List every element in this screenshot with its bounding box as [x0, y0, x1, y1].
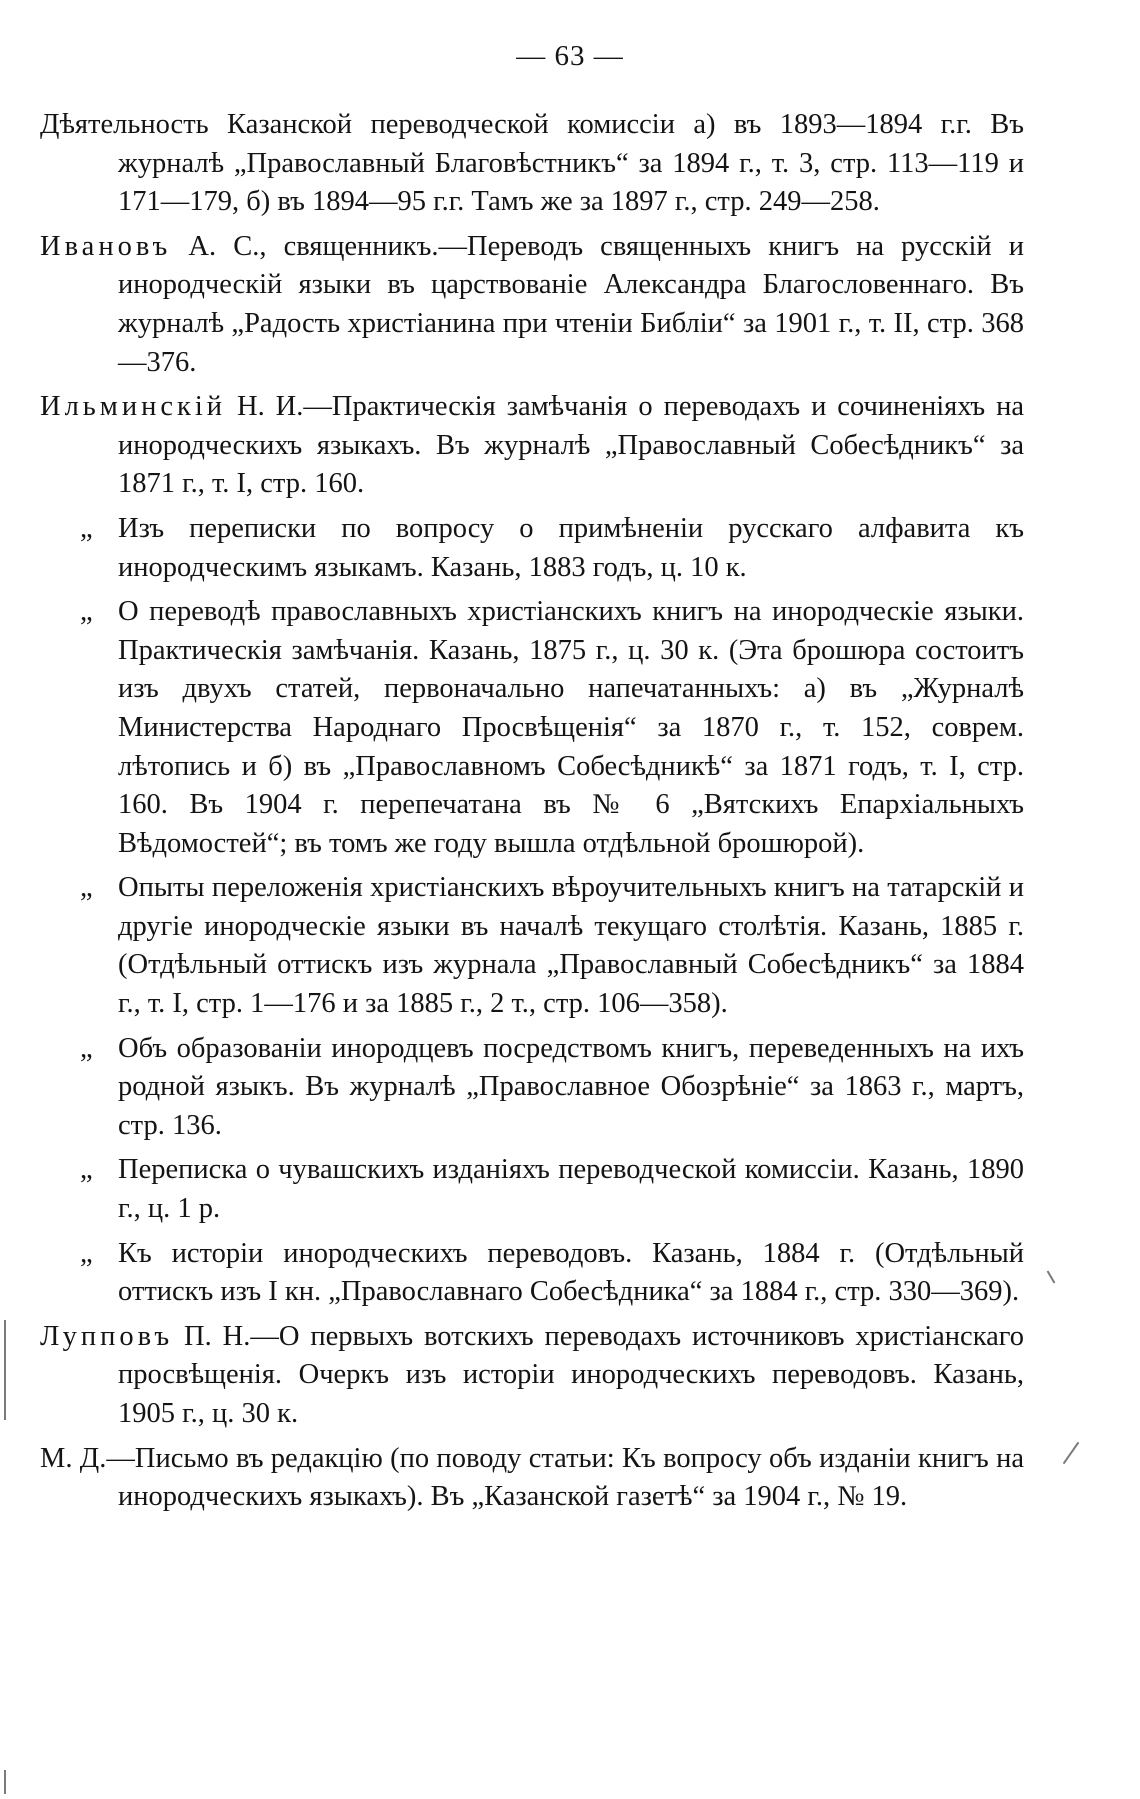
scan-margin-line [4, 1320, 6, 1420]
ditto-mark: „ [80, 512, 93, 544]
bibliography-subentry [40, 1235, 1024, 1312]
scan-margin-line [4, 1770, 6, 1794]
entry-text: О переводѣ православныхъ христіанскихъ книгъ на инородческіе языки. Практическія замѣчанія. Казань, 1875 г., ц. 30 к. (Эта брошюра состоитъ изъ двухъ статей, первоначально напечатанныхъ: а) въ „Журналѣ Министерства Народнаго Просвѣщенія“ за 1870 г., т. 152, соврем. лѣтопись и б) въ „Православномъ Собесѣдникѣ“ за 1871 годъ, т. I, стр. 160. Въ 1904 г. перепечатана въ № 6 „Вятскихъ Епархіальныхъ Вѣдомостей“; въ томъ же году вышла отдѣльной брошюрой). [118, 596, 1024, 859]
bibliography-subentry [40, 1151, 1024, 1228]
entry-text: Изъ переписки по вопросу о примѣненіи русскаго алфавита къ инородческимъ языкамъ. Казань, 1883 годъ, ц. 10 к. [118, 512, 1024, 583]
ditto-mark: „ [80, 1154, 93, 1186]
bibliography-entry [40, 1440, 1024, 1517]
scan-speck [1063, 1442, 1080, 1464]
bibliography-entry [40, 388, 1024, 504]
bibliography-entry [40, 228, 1024, 382]
scan-speck [1047, 1270, 1056, 1283]
bibliography-subentry [40, 869, 1024, 1023]
bibliography-subentry [40, 593, 1024, 863]
bibliography-entry [40, 1318, 1024, 1434]
entry-text: Къ исторіи инородческихъ переводовъ. Казань, 1884 г. (Отдѣльный оттискъ изъ I кн. „Православнаго Собесѣдника“ за 1884 г., стр. 330—369). [118, 1237, 1024, 1308]
entry-text: Переписка о чувашскихъ изданіяхъ переводческой комиссіи. Казань, 1890 г., ц. 1 р. [118, 1154, 1024, 1225]
page-number: — 63 — [516, 40, 624, 72]
ditto-mark: „ [80, 1237, 93, 1269]
entry-text: Н. И.—Практическія замѣчанія о переводахъ и сочиненіяхъ на инородческихъ языкахъ. Въ журналѣ „Православный Собесѣдникъ“ за 1871 г., т. I, стр. 160. [118, 391, 1024, 500]
entry-author: Ивановъ [40, 230, 172, 262]
bibliography-list [40, 106, 1024, 1523]
entry-text: Опыты переложенія христіанскихъ вѣроучительныхъ книгъ на татарскій и другіе инородческіе языки въ началѣ текущаго столѣтія. Казань, 1885 г. (Отдѣльный оттискъ изъ журнала „Православный Собесѣдникъ“ за 1884 г., т. I, стр. 1—176 и за 1885 г., 2 т., стр. 106—358). [118, 872, 1024, 1020]
bibliography-entry [40, 106, 1024, 222]
entry-author: Ильминскій [40, 391, 227, 423]
entry-text: Дѣятельность Казанской переводческой комиссіи а) въ 1893—1894 г.г. Въ журналѣ „Православный Благовѣстникъ“ за 1894 г., т. 3, стр. 113—119 и 171—179, б) въ 1894—95 г.г. Тамъ же за 1897 г., стр. 249—258. [40, 109, 1024, 218]
bibliography-subentry [40, 510, 1024, 587]
entry-text: А. С., священникъ.—Переводъ священныхъ книгъ на русскій и инородческій языки въ царствованіе Александра Благословеннаго. Въ журналѣ „Радость христіанина при чтеніи Библіи“ за 1901 г., т. II, стр. 368—376. [118, 230, 1024, 378]
entry-author: Лупповъ [40, 1320, 174, 1352]
entry-text: М. Д.—Письмо въ редакцію (по поводу статьи: Къ вопросу объ изданіи книгъ на инородческихъ языкахъ). Въ „Казанской газетѣ“ за 1904 г., № 19. [40, 1442, 1024, 1513]
entry-text: Объ образованіи инородцевъ посредствомъ книгъ, переведенныхъ на ихъ родной языкъ. Въ журналѣ „Православное Обозрѣніе“ за 1863 г., мартъ, стр. 136. [118, 1032, 1024, 1141]
entry-text: П. Н.—О первыхъ вотскихъ переводахъ источниковъ христіанскаго просвѣщенія. Очеркъ изъ исторіи инородческихъ переводовъ. Казань, 1905 г., ц. 30 к. [118, 1320, 1024, 1429]
bibliography-subentry [40, 1030, 1024, 1146]
ditto-mark: „ [80, 1032, 93, 1064]
ditto-mark: „ [80, 596, 93, 628]
ditto-mark: „ [80, 872, 93, 904]
